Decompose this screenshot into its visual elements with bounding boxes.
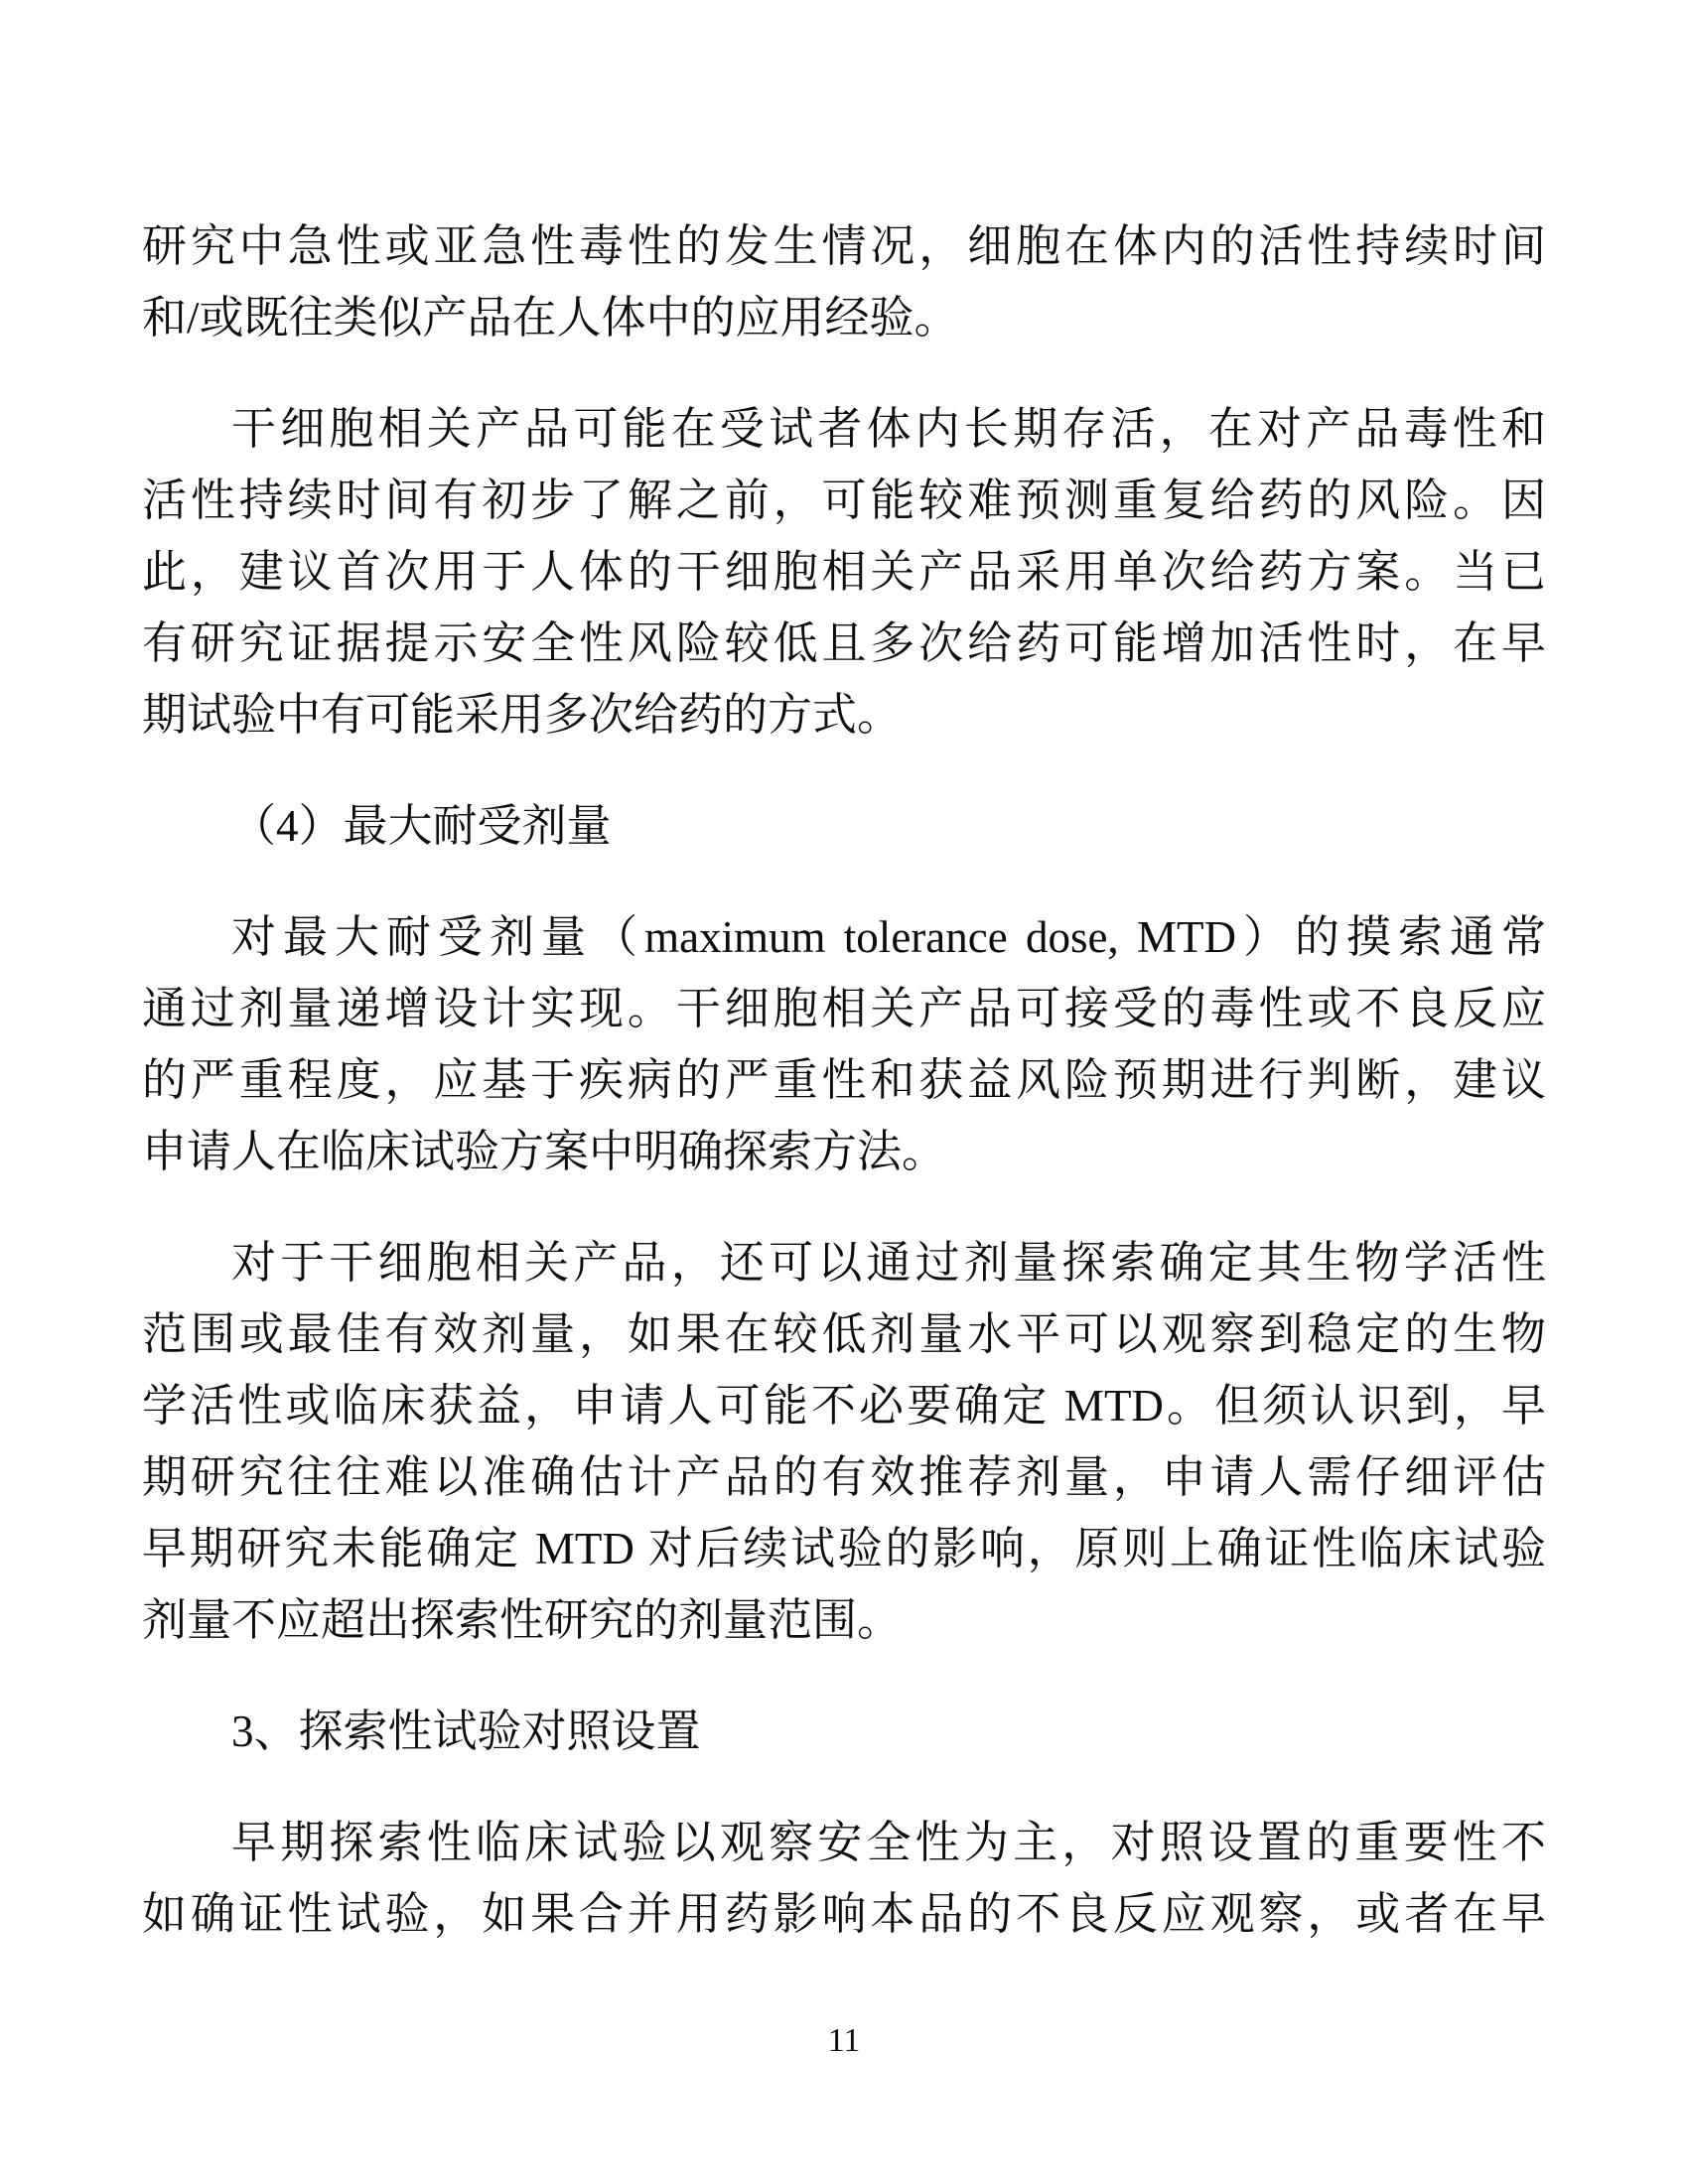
paragraph	[142, 393, 1546, 751]
text-line: 此，建议首次用于人体的干细胞相关产品采用单次给药方案。当已	[142, 547, 1546, 597]
text-line: 的严重程度，应基于疾病的严重性和获益风险预期进行判断，建议	[142, 1055, 1546, 1105]
text-line: 如确证性试验，如果合并用药影响本品的不良反应观察，或者在早	[142, 1889, 1546, 1939]
page-number: 11	[827, 2022, 861, 2059]
paragraph	[142, 901, 1546, 1187]
document-body	[142, 210, 1546, 1950]
text-line: 学活性或临床获益，申请人可能不必要确定 MTD。但须认识到，早	[142, 1381, 1546, 1431]
heading-line: 3、探索性试验对照设置	[231, 1706, 701, 1756]
section-heading	[142, 790, 1546, 862]
text-line: 剂量不应超出探索性研究的剂量范围。	[142, 1595, 903, 1645]
paragraph	[142, 1807, 1546, 1950]
text-line: 对最大耐受剂量（maximum tolerance dose, MTD）的摸索通常	[231, 912, 1546, 962]
section-heading	[142, 1696, 1546, 1767]
text-line: 通过剂量递增设计实现。干细胞相关产品可接受的毒性或不良反应	[142, 984, 1546, 1033]
text-line: 活性持续时间有初步了解之前，可能较难预测重复给药的风险。因	[142, 476, 1546, 525]
text-line: 干细胞相关产品可能在受试者体内长期存活，在对产品毒性和	[231, 404, 1546, 454]
text-line: 研究中急性或亚急性毒性的发生情况，细胞在体内的活性持续时间	[142, 221, 1546, 271]
text-line: 早期研究未能确定 MTD 对后续试验的影响，原则上确证性临床试验	[142, 1524, 1546, 1573]
text-line: 范围或最佳有效剂量，如果在较低剂量水平可以观察到稳定的生物	[142, 1309, 1546, 1359]
heading-line: （4）最大耐受剂量	[231, 801, 612, 851]
text-line: 对于干细胞相关产品，还可以通过剂量探索确定其生物学活性	[231, 1238, 1546, 1288]
text-line: 和/或既往类似产品在人体中的应用经验。	[142, 293, 959, 342]
text-line: 有研究证据提示安全性风险较低且多次给药可能增加活性时，在早	[142, 618, 1546, 668]
paragraph	[142, 1227, 1546, 1656]
text-line: 期试验中有可能采用多次给药的方式。	[142, 690, 903, 740]
text-line: 期研究往往难以准确估计产品的有效推荐剂量，申请人需仔细评估	[142, 1452, 1546, 1502]
text-line: 早期探索性临床试验以观察安全性为主，对照设置的重要性不	[231, 1818, 1546, 1867]
paragraph	[142, 210, 1546, 353]
text-line: 申请人在临床试验方案中明确探索方法。	[142, 1127, 947, 1176]
